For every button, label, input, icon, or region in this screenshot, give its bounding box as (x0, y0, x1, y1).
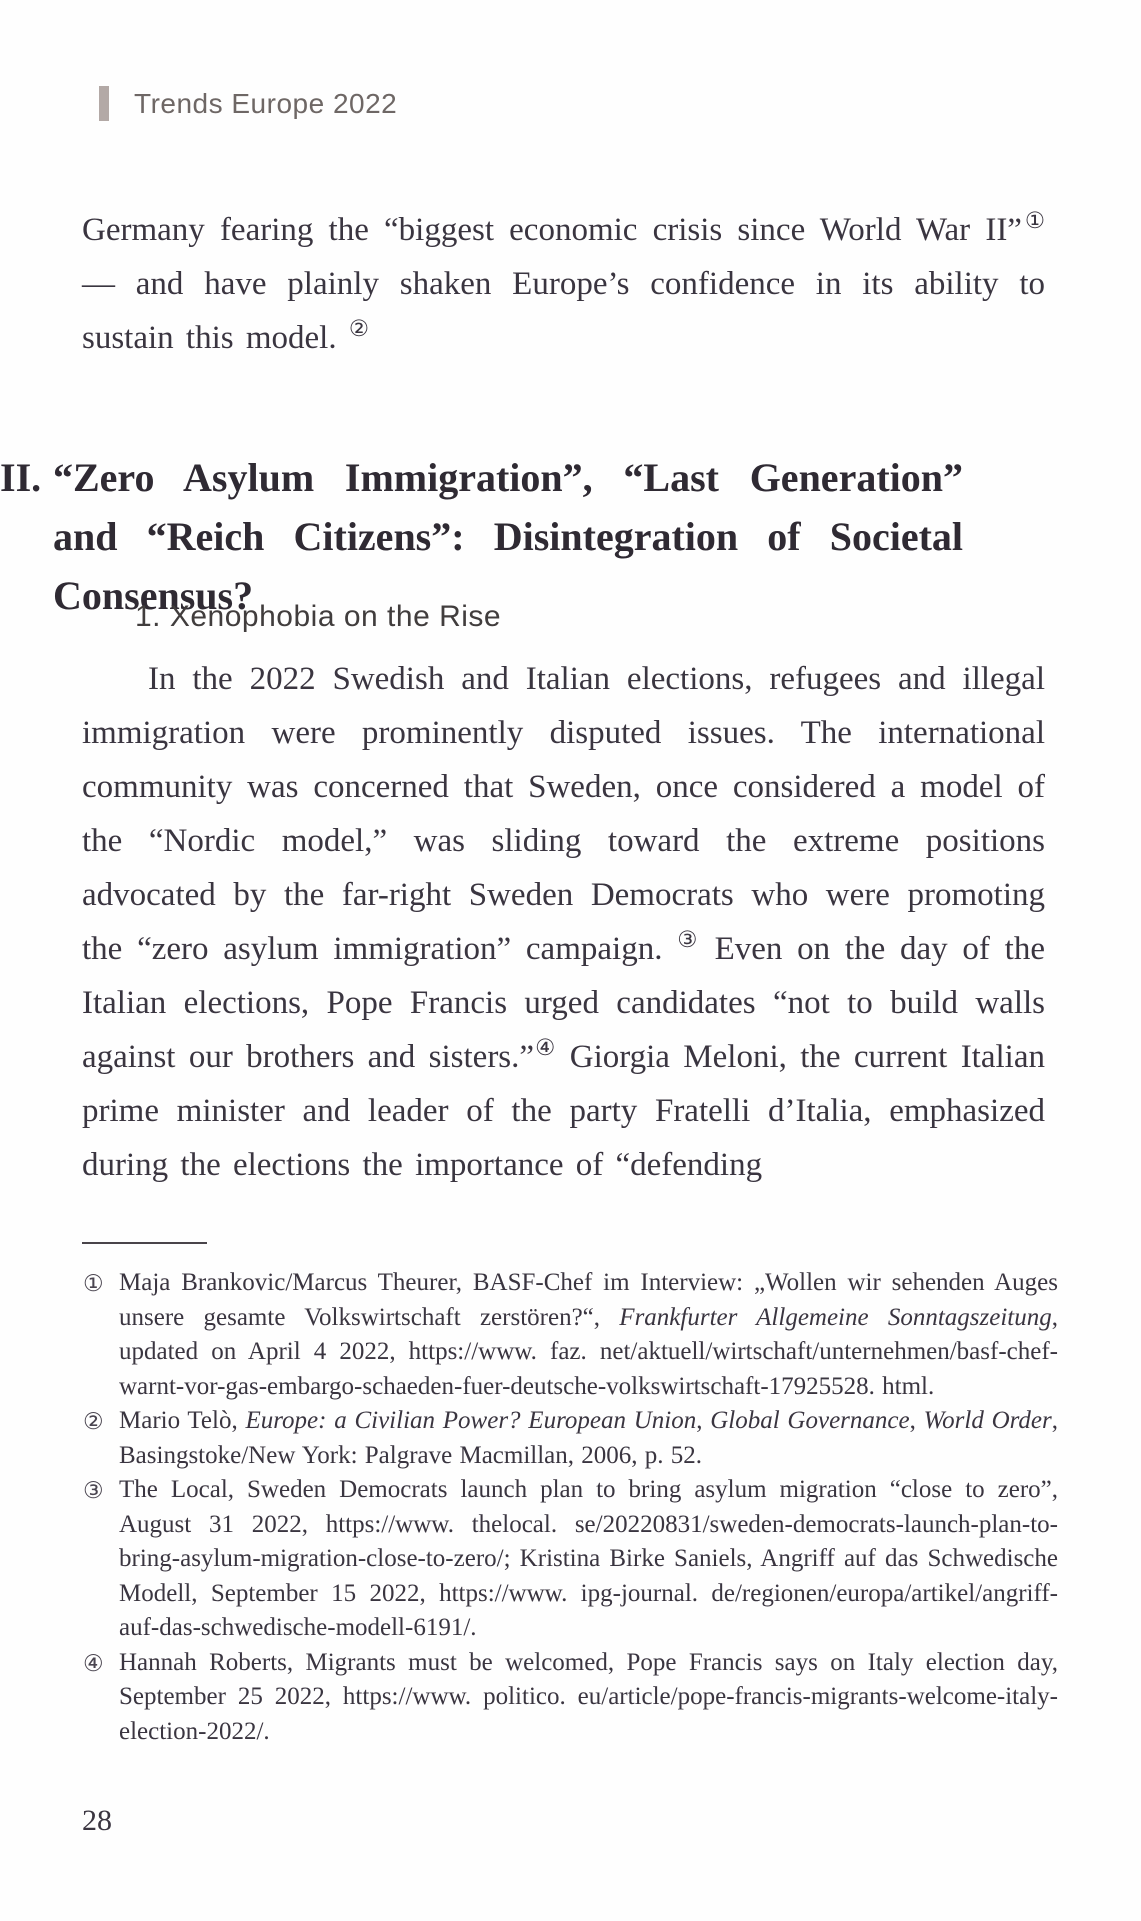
footnote-item (82, 1404, 1058, 1473)
header-accent-bar (99, 86, 109, 121)
footnote-separator (82, 1242, 207, 1244)
footnotes (82, 1266, 1058, 1749)
body-paragraph: In the 2022 Swedish and Italian elections, refugees and illegal immigration were prominently disputed issues. The international community was concerned that Sweden, once considered a model of the “Nordic model,” was sliding toward the extreme positions advocated by the far-right Sweden Democrats who were promoting the “zero asylum immigration” campaign. ③ Even on the day of the Italian elections, Pope Francis urged candidates “not to build walls against our brothers and sisters.”④ Giorgia Meloni, the current Italian prime minister and leader of the party Fratelli d’Italia, emphasized during the elections the importance of “defending (82, 661, 1045, 1183)
footnote-text: The Local, Sweden Democrats launch plan to bring asylum migration “close to zero”, August 31 2022, https://www. thelocal. se/20220831/sweden-democrats-launch-plan-to-bring-asylum-migration-close-to-zero/; Kristina Birke Saniels, Angriff auf das Schwedische Modell, September 15 2022, https://www. ipg-journal. de/regionen/europa/artikel/angriff-auf-das-schwedische-modell-6191/. (119, 1476, 1058, 1641)
section-heading (0, 448, 963, 625)
section-heading-text: “Zero Asylum Immigration”, “Last Generation” and “Reich Citizens”: Disintegration of Societal Consensus? (53, 455, 963, 618)
page-header (99, 86, 397, 121)
footnote-marker: ② (83, 1409, 104, 1434)
subsection-heading: 1. Xenophobia on the Rise (135, 600, 502, 633)
footnote-text: Mario Telò, Europe: a Civilian Power? European Union, Global Governance, World Order, Basingstoke/New York: Palgrave Macmillan, 2006, p. 52. (119, 1407, 1059, 1469)
footnote-item (82, 1266, 1058, 1404)
page-number: 28 (82, 1804, 112, 1837)
footnote-marker: ① (83, 1271, 104, 1296)
header-title: Trends Europe 2022 (134, 87, 398, 119)
footnote-marker: ③ (83, 1478, 104, 1503)
section-heading-numeral: II. (0, 455, 42, 500)
footnote-text: Hannah Roberts, Migrants must be welcomed, Pope Francis says on Italy election day, September 25 2022, https://www. politico. eu/article/pope-francis-migrants-welcome-italy-election-2022/. (119, 1648, 1058, 1745)
footnote-item (82, 1473, 1058, 1646)
footnote-item (82, 1646, 1058, 1750)
footnote-marker: ④ (83, 1650, 104, 1676)
footnote-text: Maja Brankovic/Marcus Theurer, BASF-Chef im Interview: „Wollen wir sehenden Auges unsere gesamte Volkswirtschaft zerstören?“, Frankfurter Allgemeine Sonntagszeitung, updated on April 4 2022, https://www. faz. net/aktuell/wirtschaft/unternehmen/basf-chef-warnt-vor-gas-embargo-schaeden-fuer-deutsche-volkswirtschaft-17925528. html. (119, 1269, 1059, 1400)
body-paragraph-continuation: Germany fearing the “biggest economic crisis since World War II”① — and have plainly shaken Europe’s confidence in its ability to sustain this model. ② (82, 208, 1045, 356)
